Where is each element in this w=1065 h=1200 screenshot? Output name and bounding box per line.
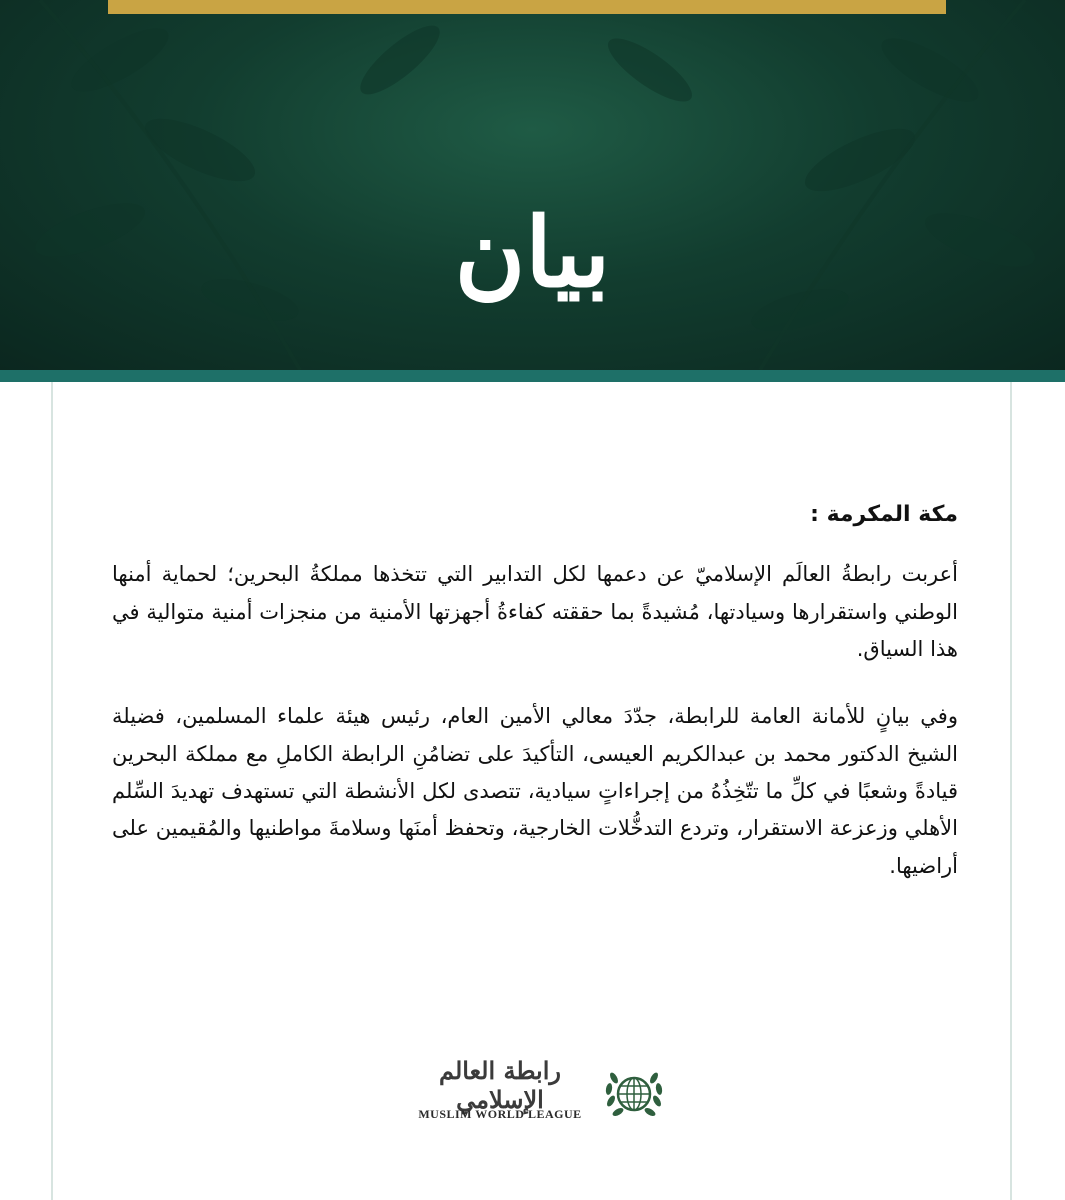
olive-branch-decoration (0, 0, 1065, 370)
header-banner (0, 0, 1065, 370)
gold-top-bar (108, 0, 946, 14)
globe-wreath-icon (601, 1061, 667, 1127)
muslim-world-league-logo (405, 1055, 667, 1133)
paragraph-1: أعربت رابطةُ العالَم الإسلاميّ عن دعمها لكل التدابير التي تتخذها مملكةُ البحرين؛ لحماية أمنها الوطني واستقرارها وسيادتها، مُشيدةً بما حققته كفاءةُ أجهزتها الأمنية من منجزات أمنية متوالية في هذا السياق. (112, 562, 958, 661)
logo-arabic-name: رابطة العالم الإسلامي (438, 1056, 561, 1114)
statement-title: بيان (454, 196, 611, 309)
logo-english-name: MUSLIM WORLD LEAGUE (418, 1107, 582, 1121)
statement-body (112, 495, 958, 915)
header-bottom-stripe (0, 370, 1065, 382)
dateline: مكة المكرمة : (810, 502, 958, 527)
paragraph-2: وفي بيانٍ للأمانة العامة للرابطة، جدّدَ معالي الأمين العام، رئيس هيئة علماء المسلمين، فضيلة الشيخ الدكتور محمد بن عبدالكريم العيسى، التأكيدَ على تضامُنِ الرابطة الكاملِ مع مملكة البحرين قيادةً وشعبًا في كلِّ ما تتّخِذُهُ من إجراءاتٍ سيادية، تتصدى لكل الأنشطة التي تستهدف تهديدَ السِّلم الأهلي وزعزعة الاستقرار، وتردع التدخُّلات الخارجية، وتحفظ أمنَها وسلامةَ مواطنيها والمُقيمين على أراضيها. (112, 704, 958, 878)
